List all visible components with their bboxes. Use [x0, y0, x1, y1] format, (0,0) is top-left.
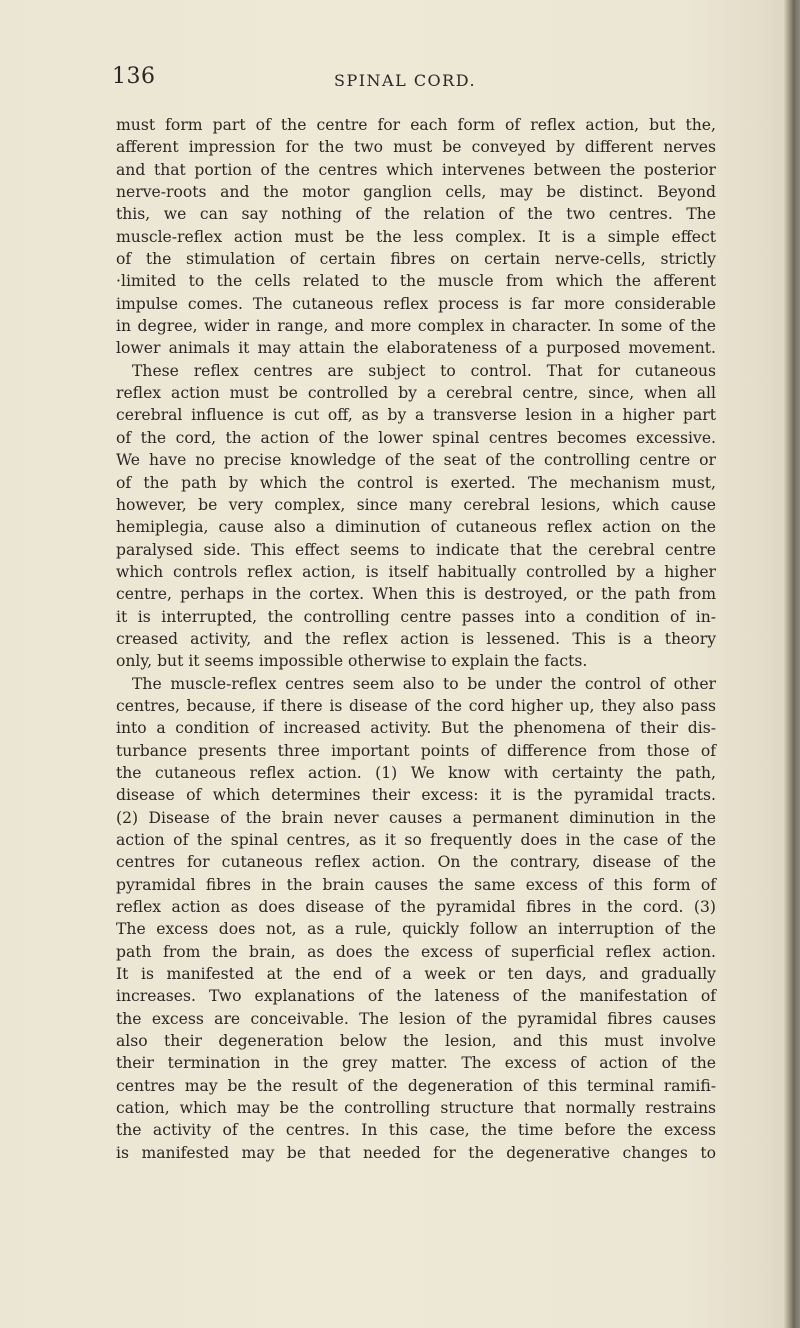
text-line: however, be very complex, since many cerebral lesions, which cause [116, 495, 716, 514]
text-line: pyramidal fibres in the brain causes the same excess of this form of [116, 875, 716, 894]
text-line: centres, because, if there is disease of the cord higher up, they also pass [116, 696, 716, 715]
text-line: centre, perhaps in the cortex. When this is destroyed, or the path from [116, 585, 716, 604]
text-line: cation, which may be the controlling structure that normally restrains [116, 1099, 716, 1118]
text-line: into a condition of increased activity. But the phenomena of their dis- [116, 719, 716, 738]
text-line: which controls reflex action, is itself habitually controlled by a higher [116, 562, 716, 581]
text-line: We have no precise knowledge of the seat of the controlling centre or [116, 451, 716, 470]
text-line: is manifested may be that needed for the degenerative changes to [116, 1143, 716, 1162]
text-line: path from the brain, as does the excess of superficial reflex action. [116, 942, 716, 961]
text-line: nerve-roots and the motor ganglion cells, may be distinct. Beyond [116, 183, 716, 202]
text-line: (2) Disease of the brain never causes a permanent diminution in the [116, 808, 716, 827]
text-line: must form part of the centre for each form of reflex action, but the, [116, 116, 716, 134]
text-line: cerebral influence is cut off, as by a transverse lesion in a higher part [116, 406, 716, 425]
text-line: reflex action as does disease of the pyramidal fibres in the cord. (3) [116, 898, 716, 917]
text-line: increases. Two explanations of the lateness of the manifestation of [116, 987, 716, 1006]
text-line: their termination in the grey matter. The excess of action of the [116, 1054, 716, 1073]
text-line: lower animals it may attain the elaborateness of a purposed movement. [116, 339, 716, 358]
text-line: also their degeneration below the lesion, and this must involve [116, 1032, 716, 1051]
text-line: in degree, wider in range, and more complex in character. In some of the [116, 317, 716, 336]
text-line: and that portion of the centres which intervenes between the posterior [116, 160, 716, 179]
text-line: centres may be the result of the degeneration of this terminal ramifi- [116, 1076, 716, 1095]
running-head: SPINAL CORD. [334, 71, 477, 90]
text-line: of the path by which the control is exerted. The mechanism must, [116, 473, 716, 492]
body-text [116, 114, 716, 1164]
text-line: of the stimulation of certain fibres on certain nerve-cells, strictly [116, 250, 716, 269]
text-line: it is interrupted, the controlling centre passes into a condition of in- [116, 607, 716, 626]
text-line: impulse comes. The cutaneous reflex process is far more considerable [116, 294, 716, 313]
text-line: It is manifested at the end of a week or ten days, and gradually [116, 965, 716, 984]
text-line: afferent impression for the two must be conveyed by different nerves [116, 138, 716, 157]
text-line: the activity of the centres. In this case, the time before the excess [116, 1121, 716, 1140]
text-line: reflex action must be controlled by a cerebral centre, since, when all [116, 384, 716, 403]
text-line: only, but it seems impossible otherwise to explain the facts. [116, 652, 588, 671]
text-line: this, we can say nothing of the relation of the two centres. The [116, 205, 716, 224]
text-line: ·limited to the cells related to the muscle from which the afferent [116, 272, 716, 291]
text-line: muscle-reflex action must be the less complex. It is a simple effect [116, 227, 716, 246]
text-line: centres for cutaneous reflex action. On the contrary, disease of the [116, 853, 716, 872]
text-line: hemiplegia, cause also a diminution of cutaneous reflex action on the [116, 518, 716, 537]
text-line: the cutaneous reflex action. (1) We know with certainty the path, [116, 763, 716, 782]
page-edge [784, 0, 800, 1328]
text-line: disease of which determines their excess: it is the pyramidal tracts. [116, 786, 716, 805]
text-line: The muscle-reflex centres seem also to be under the control of other [132, 674, 716, 693]
text-line: of the cord, the action of the lower spinal centres becomes excessive. [116, 428, 716, 447]
page-header [112, 64, 712, 94]
text-line: turbance presents three important points of difference from those of [116, 741, 716, 760]
text-line: These reflex centres are subject to control. That for cutaneous [132, 361, 716, 380]
page-number: 136 [112, 64, 156, 89]
text-line: action of the spinal centres, as it so frequently does in the case of the [116, 831, 716, 849]
text-line: the excess are conceivable. The lesion of the pyramidal fibres causes [116, 1009, 716, 1028]
text-line: The excess does not, as a rule, quickly follow an interruption of the [116, 920, 716, 939]
text-line: paralysed side. This effect seems to indicate that the cerebral centre [116, 540, 716, 559]
text-line: creased activity, and the reflex action is lessened. This is a theory [116, 629, 716, 648]
